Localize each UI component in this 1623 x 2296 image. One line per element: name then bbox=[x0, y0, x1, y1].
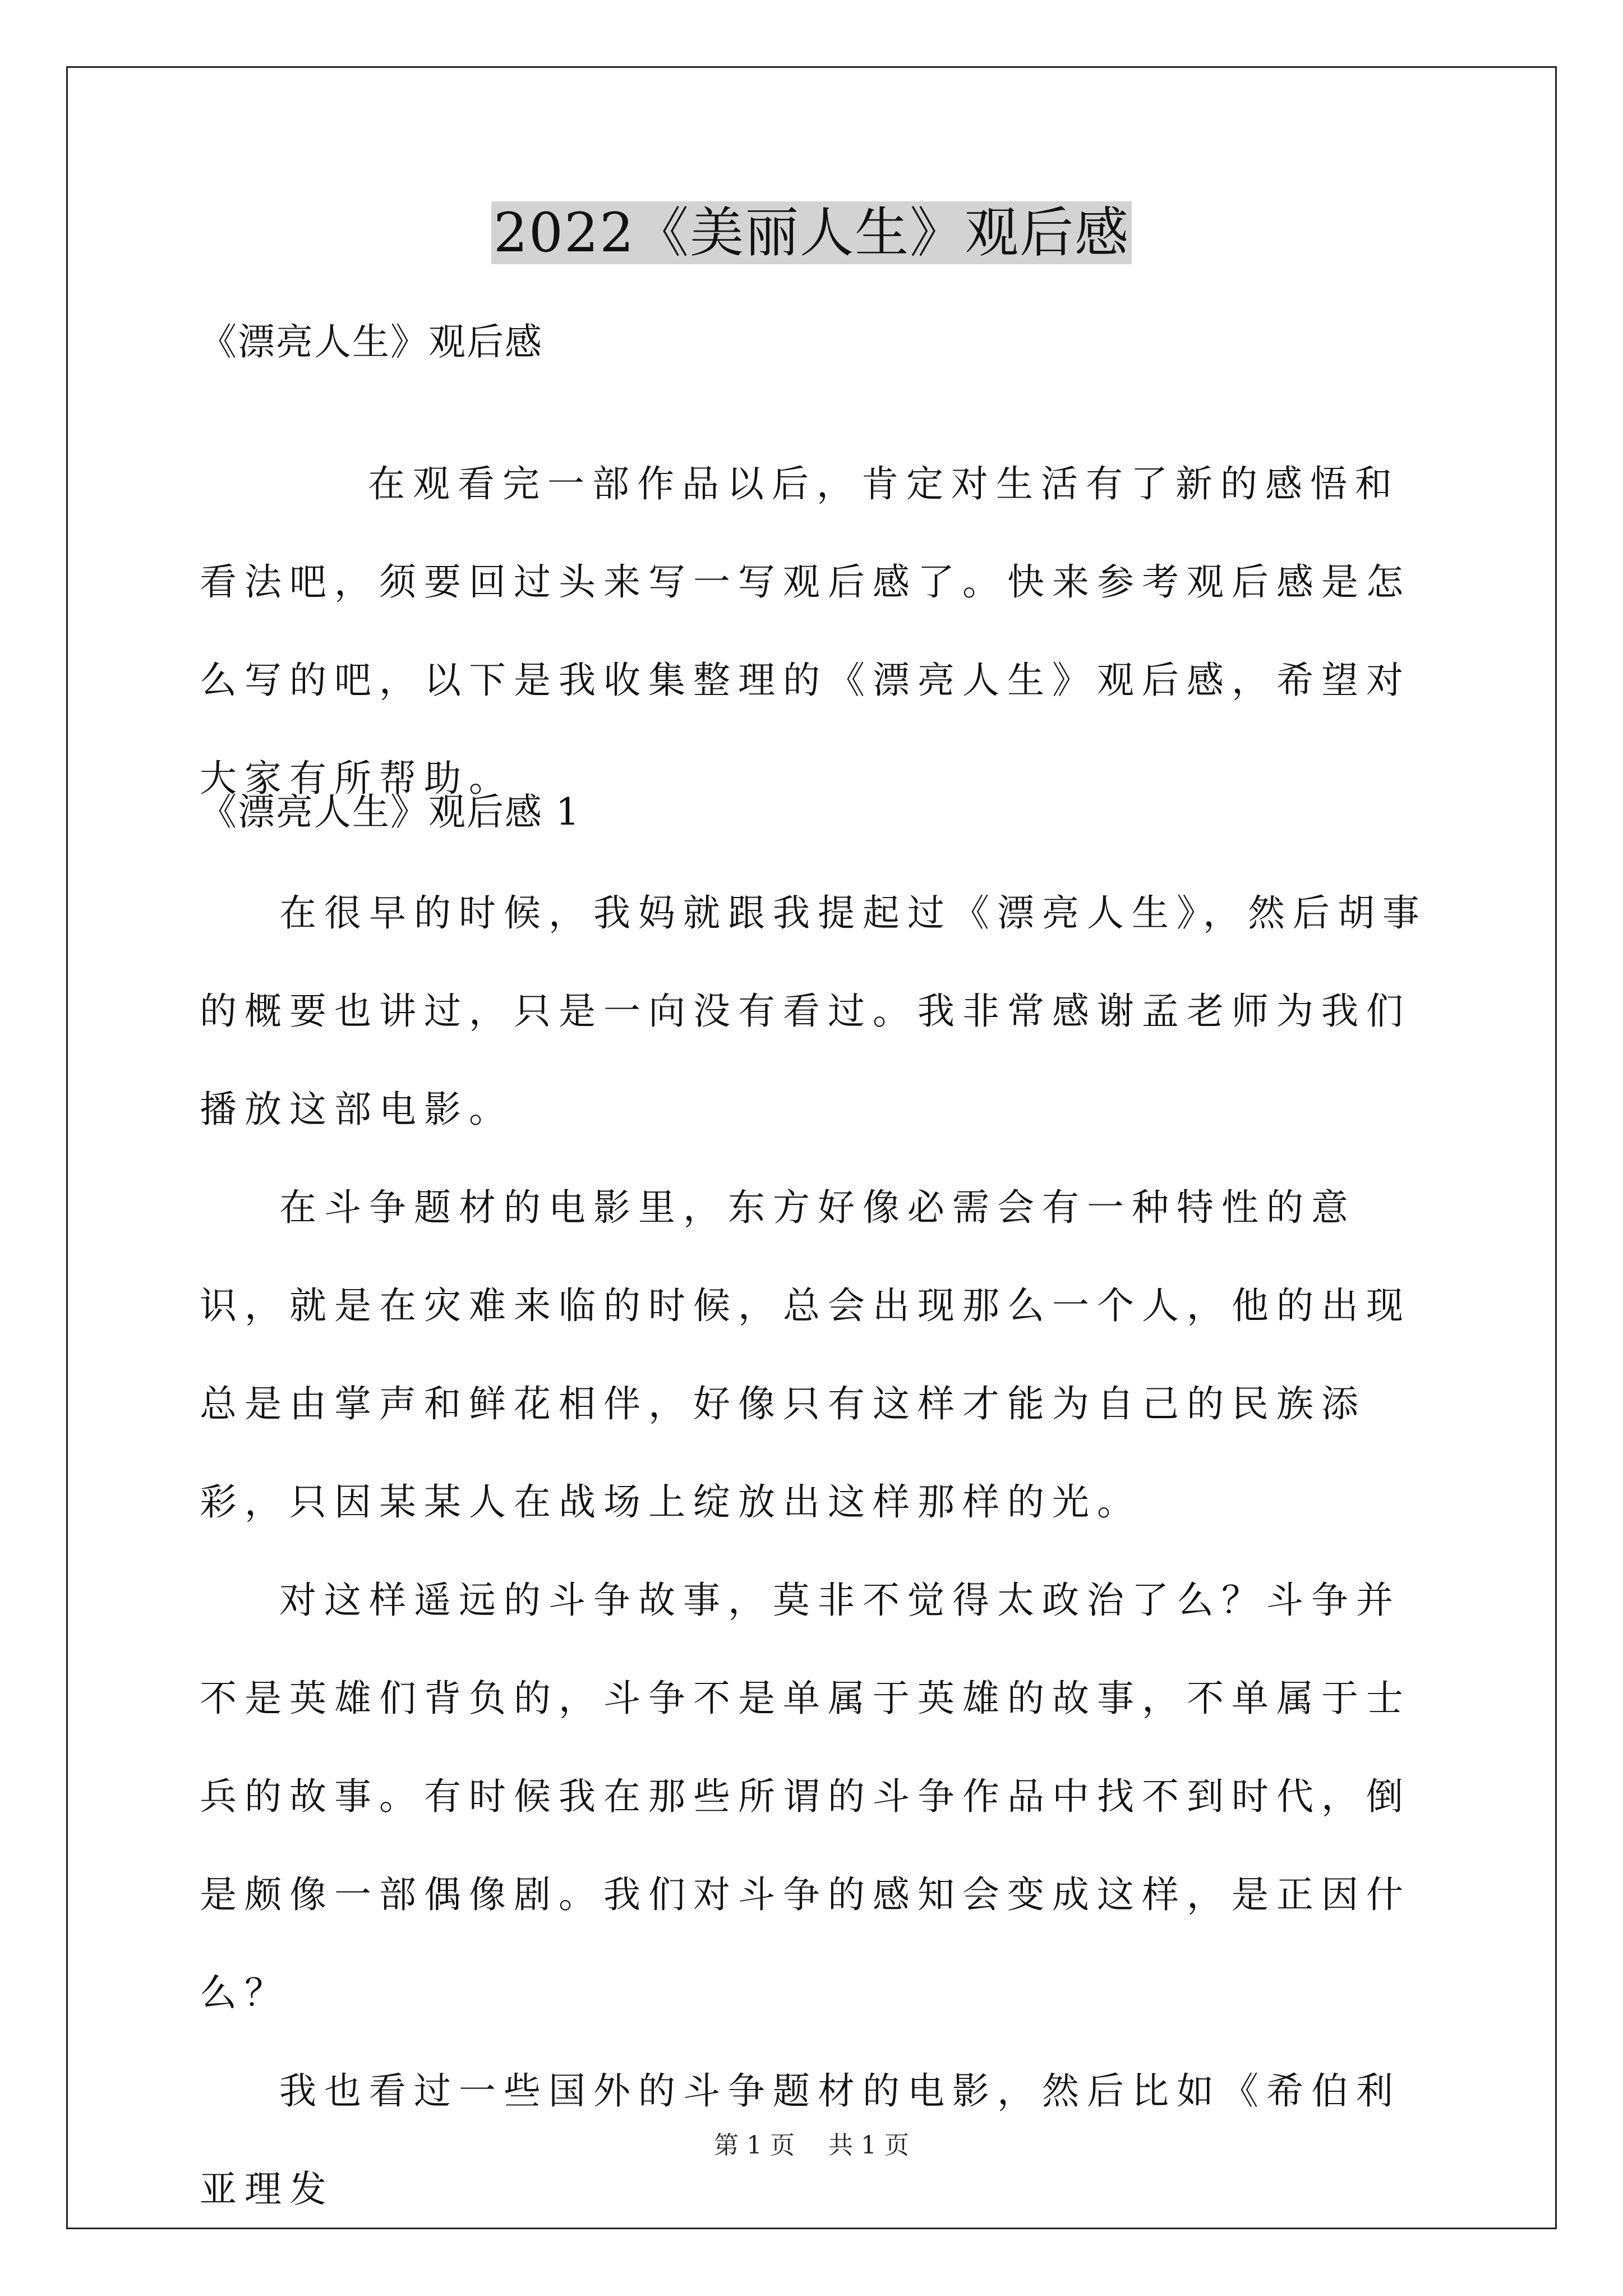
body-paragraph: 我也看过一些国外的斗争题材的电影，然后比如《希伯利亚理发 bbox=[200, 2069, 1401, 2211]
document-title-text: 2022《美丽人生》观后感 bbox=[491, 201, 1132, 264]
intro-paragraph: 在观看完一部作品以后，肯定对生活有了新的感悟和看法吧，须要回过头来写一写观后感了。快来参考观后感是怎么写的吧，以下是我收集整理的《漂亮人生》观后感，希望对大家有所帮助。 bbox=[200, 462, 1411, 800]
page-number: 第 1 页 bbox=[714, 2131, 795, 2160]
document-title bbox=[0, 194, 1623, 272]
subheading-2 bbox=[200, 781, 1433, 843]
page-total: 共 1 页 bbox=[828, 2131, 909, 2160]
page-footer bbox=[0, 2129, 1623, 2162]
body-paragraph: 在斗争题材的电影里，东方好像必需会有一种特性的意识，就是在灾难来临的时候，总会出现那么一个人，他的出现总是由掌声和鲜花相伴，好像只有这样才能为自己的民族添彩，只因某某人在战场上绽放出这样那样的光。 bbox=[200, 1186, 1411, 1524]
subheading-2-text: 《漂亮人生》观后感 1 bbox=[200, 790, 580, 834]
body-block bbox=[200, 864, 1433, 2238]
body-paragraph: 对这样遥远的斗争故事，莫非不觉得太政治了么？斗争并不是英雄们背负的，斗争不是单属于英雄的故事，不单属于士兵的故事。有时候我在那些所谓的斗争作品中找不到时代，倒是颇像一部偶像剧。我们对斗争的感知会变成这样，是正因什么？ bbox=[200, 1579, 1411, 2014]
subheading-1-text: 《漂亮人生》观后感 bbox=[200, 320, 543, 364]
intro-block bbox=[200, 435, 1433, 827]
body-paragraph: 在很早的时候，我妈就跟我提起过《漂亮人生》，然后胡事的概要也讲过，只是一向没有看过。我非常感谢孟老师为我们播放这部电影。 bbox=[200, 891, 1427, 1131]
subheading-1 bbox=[200, 311, 1433, 373]
